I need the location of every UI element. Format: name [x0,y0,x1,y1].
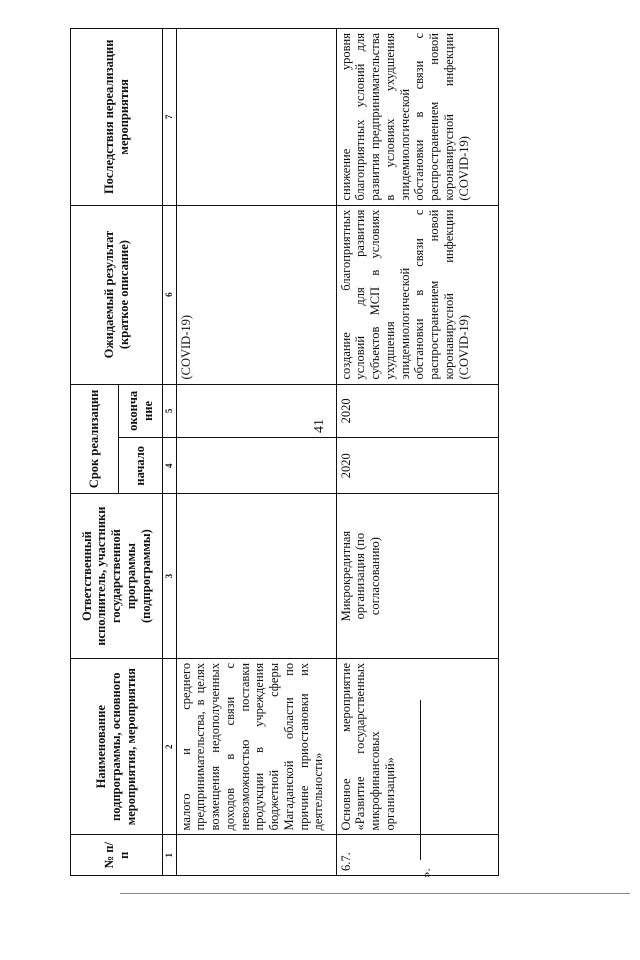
row-num: 6.7. [336,835,498,876]
row-result: (COVID-19) [176,205,336,384]
column-number: 5 [163,384,177,438]
rotated-table-page [70,28,570,876]
header-result: Ожидаемый результат (краткое описание) [71,205,163,384]
header-num: № п/п [71,835,163,876]
header-executor: Ответственный исполнитель, участники государственной программы (подпрограммы) [71,494,163,659]
header-term: Срок реализации [71,384,119,494]
row-name: Основное мероприятие «Развитие государственных микрофинансовых организаций» [336,658,498,835]
row-executor: Микрокредитная организация (по согласованию) [336,494,498,659]
row-start: 2020 [336,438,498,494]
footer-divider [120,893,630,894]
row-consequence: снижение уровня благоприятных условий для развития предпринимательства в условиях ухудшения эпидемиологической обстановки в связи с распространением новой коронавирусной инфекции (COVID-19) [336,29,498,206]
header-consequence: Последствия нереализации мероприятия [71,29,163,206]
table-row [176,29,336,876]
program-table [70,28,499,876]
header-end: оконча ние [119,384,163,438]
column-number: 7 [163,29,177,206]
row-start [176,438,336,494]
row-executor [176,494,336,659]
column-number: 3 [163,494,177,659]
header-name: Наименование подпрограммы, основного мероприятия, мероприятия [71,658,163,835]
closing-quote: ». [418,868,433,878]
column-number: 6 [163,205,177,384]
row-num [176,835,336,876]
row-result: создание благоприятных условий для развития субъектов МСП в условиях ухудшения эпидемиологической обстановки в связи с распространением новой коронавирусной инфекции (COVID-19) [336,205,498,384]
column-number: 2 [163,658,177,835]
row-end: 2020 [336,384,498,438]
closing-mark [412,700,433,960]
row-consequence [176,29,336,206]
row-name: малого и среднего предпринимательства, в целях возмещения недополученных доходов в связи с невозможностью поставки продукции в учреждения бюджетной сферы Магаданской области по причине приостановки их деятельности» [176,658,336,835]
page-number: 41 [312,419,327,433]
closing-underline [420,700,421,860]
header-start: начало [119,438,163,494]
column-number: 1 [163,835,177,876]
column-number: 4 [163,438,177,494]
column-numbers-row [163,29,177,876]
row-end [176,384,336,438]
